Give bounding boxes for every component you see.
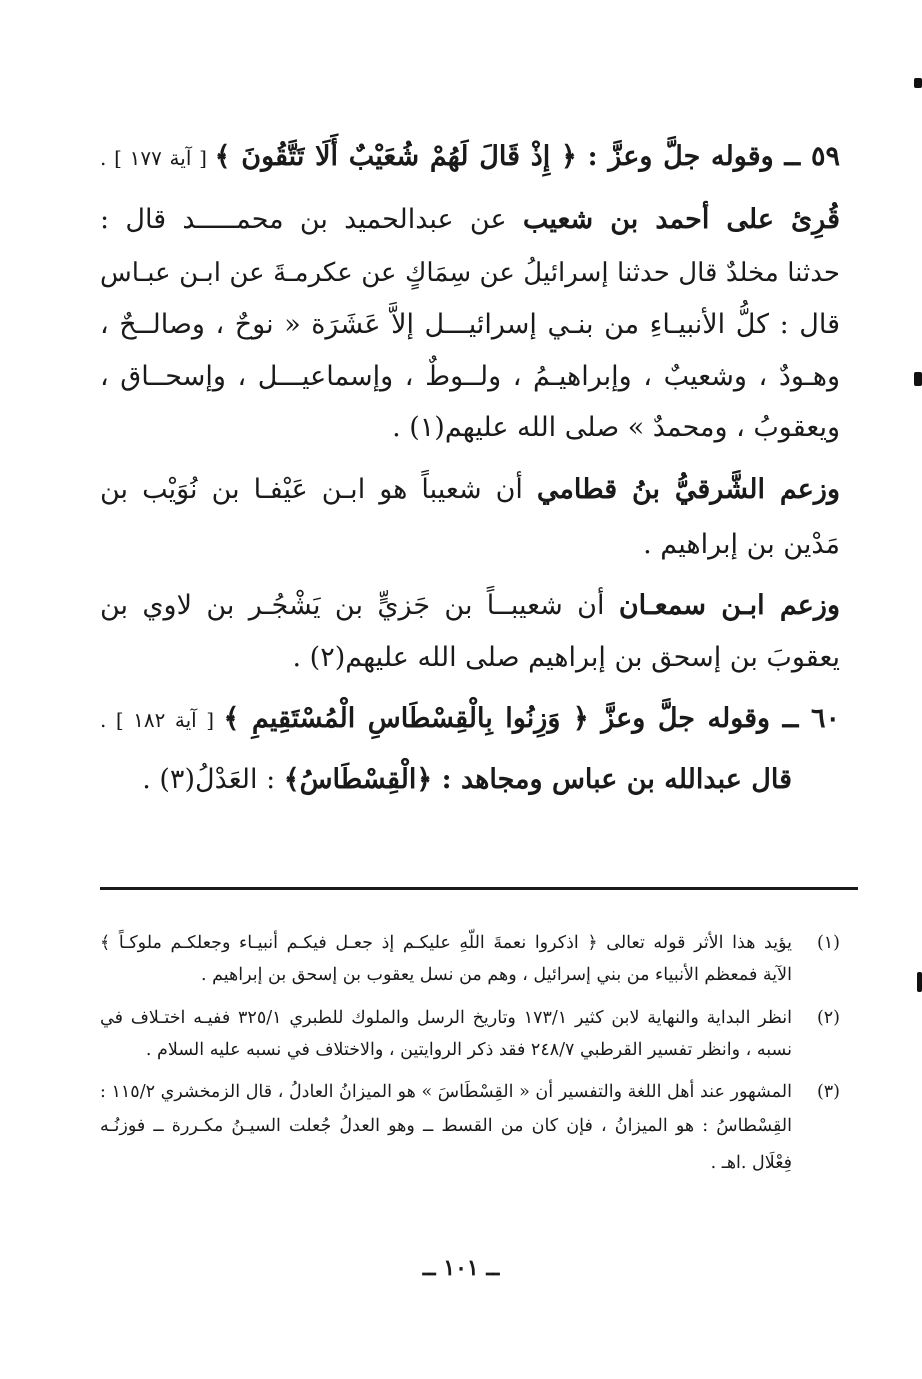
body-line (100, 200, 840, 240)
body-text: مَدْين بن إبراهيم . (643, 529, 840, 560)
body-text: : العَدْلُ(٣) . (142, 764, 284, 795)
footnote-separator (100, 887, 858, 890)
body-line (100, 760, 792, 800)
footnote-line: الآية فمعظم الأنبياء من بني إسرائيل ، وهم من نسل يعقوب بن إسحق بن إبراهيم . (200, 965, 792, 985)
body-text: وهـودٌ ، وشعيبٌ ، وإبراهيـمُ ، ولــوطٌ ، وإسماعيـــل ، وإسحــاق ، (100, 361, 840, 392)
verse-heading-bold: ٦٠ ــ وقوله جلَّ وعزَّ ﴿ وَزِنُوا بِالْقِسْطَاسِ الْمُسْتَقِيمِ ﴾ (223, 703, 840, 734)
narrator-name: قُرِئ على أحمد بن شعيب (522, 204, 840, 235)
body-line (100, 638, 840, 678)
body-line (100, 586, 840, 626)
body-line (100, 525, 840, 565)
narrator-name: قال عبدالله بن عباس ومجاهد : ﴿الْقِسْطَاسُ﴾ (283, 764, 792, 795)
body-line (100, 305, 840, 345)
verse-reference: [ آية ١٨٢ ] . (100, 708, 224, 732)
body-text: أن شعيباً هو ابـن عَيْفـا بن نُوَيْب بن (100, 474, 537, 505)
body-text: ويعقوبُ ، ومحمدٌ » صلى الله عليهم(١) . (392, 412, 840, 443)
body-line (100, 357, 840, 397)
verse-heading-59 (100, 137, 840, 178)
verse-reference: [ آية ١٧٧ ] . (100, 146, 215, 170)
verse-heading-60 (100, 699, 840, 740)
footnote-number: (١) (816, 933, 840, 953)
page-number: ــ ١٠١ ــ (422, 1255, 500, 1281)
footnote-line: القِسْطاسُ : هو الميزانُ ، فإن كان من القسط ــ وهو العدلُ جُعلت السيـنُ مكـررة ــ فوزنُـه (100, 1116, 792, 1136)
body-text: حدثنا مخلدٌ قال حدثنا إسرائيلُ عن سِمَاكٍ عن عكرمـةَ عن ابـن عبـاس (100, 258, 840, 288)
footnote-number: (٣) (816, 1082, 840, 1102)
scan-edge-mark (914, 78, 922, 88)
scan-edge-mark (914, 372, 922, 386)
footnote-line: المشهور عند أهل اللغة والتفسير أن « القِسْطَاسَ » هو الميزانُ العادلُ ، قال الزمخشري ١١٥/٢ : (100, 1082, 792, 1102)
body-text: يعقوبَ بن إسحق بن إبراهيم صلى الله عليهم(٢) . (292, 642, 840, 673)
body-text: قال : كلُّ الأنبيـاءِ من بنـي إسرائيـــل إلاَّ عَشَرَة « نوحٌ ، وصالــحٌ ، (100, 309, 840, 340)
narrator-name: وزعم ابـن سمعـان (618, 590, 840, 621)
verse-heading-bold: ٥٩ ــ وقوله جلَّ وعزَّ : ﴿ إِذْ قَالَ لَهُمْ شُعَيْبٌ أَلَا تَتَّقُونَ ﴾ (214, 141, 840, 172)
footnote-line: انظر البداية والنهاية لابن كثير ١٧٣/١ وتاريخ الرسل والملوك للطبري ٣٢٥/١ ففيـه اختـلاف في (100, 1008, 792, 1028)
narrator-name: وزعم الشَّرقيُّ بنُ قطامي (536, 474, 840, 505)
body-line (100, 470, 840, 510)
footnote-number: (٢) (816, 1008, 840, 1028)
footnote-line: نسبه ، وانظر تفسير القرطبي ٢٤٨/٧ فقد ذكر الروايتين ، والاختلاف في نسبه عليه السلام . (145, 1040, 792, 1060)
scan-edge-mark (917, 972, 922, 992)
footnote-line: فِعْلَال .اهـ . (710, 1153, 792, 1173)
body-line (100, 253, 840, 293)
body-text: أن شعيبــاً بن جَزيٍّ بن يَشْجُـر بن لاوي بن (100, 590, 619, 621)
footnote-line: يؤيد هذا الأثر قوله تعالى ﴿ اذكروا نعمةَ اللّهِ عليكـم إذ جعـل فيكـم أنبيـاء وجعلكـم ملوكـاً ﴾ (100, 933, 792, 953)
body-line (100, 408, 840, 448)
body-text: عن عبدالحميد بن محمـــــد قال : (100, 204, 523, 235)
